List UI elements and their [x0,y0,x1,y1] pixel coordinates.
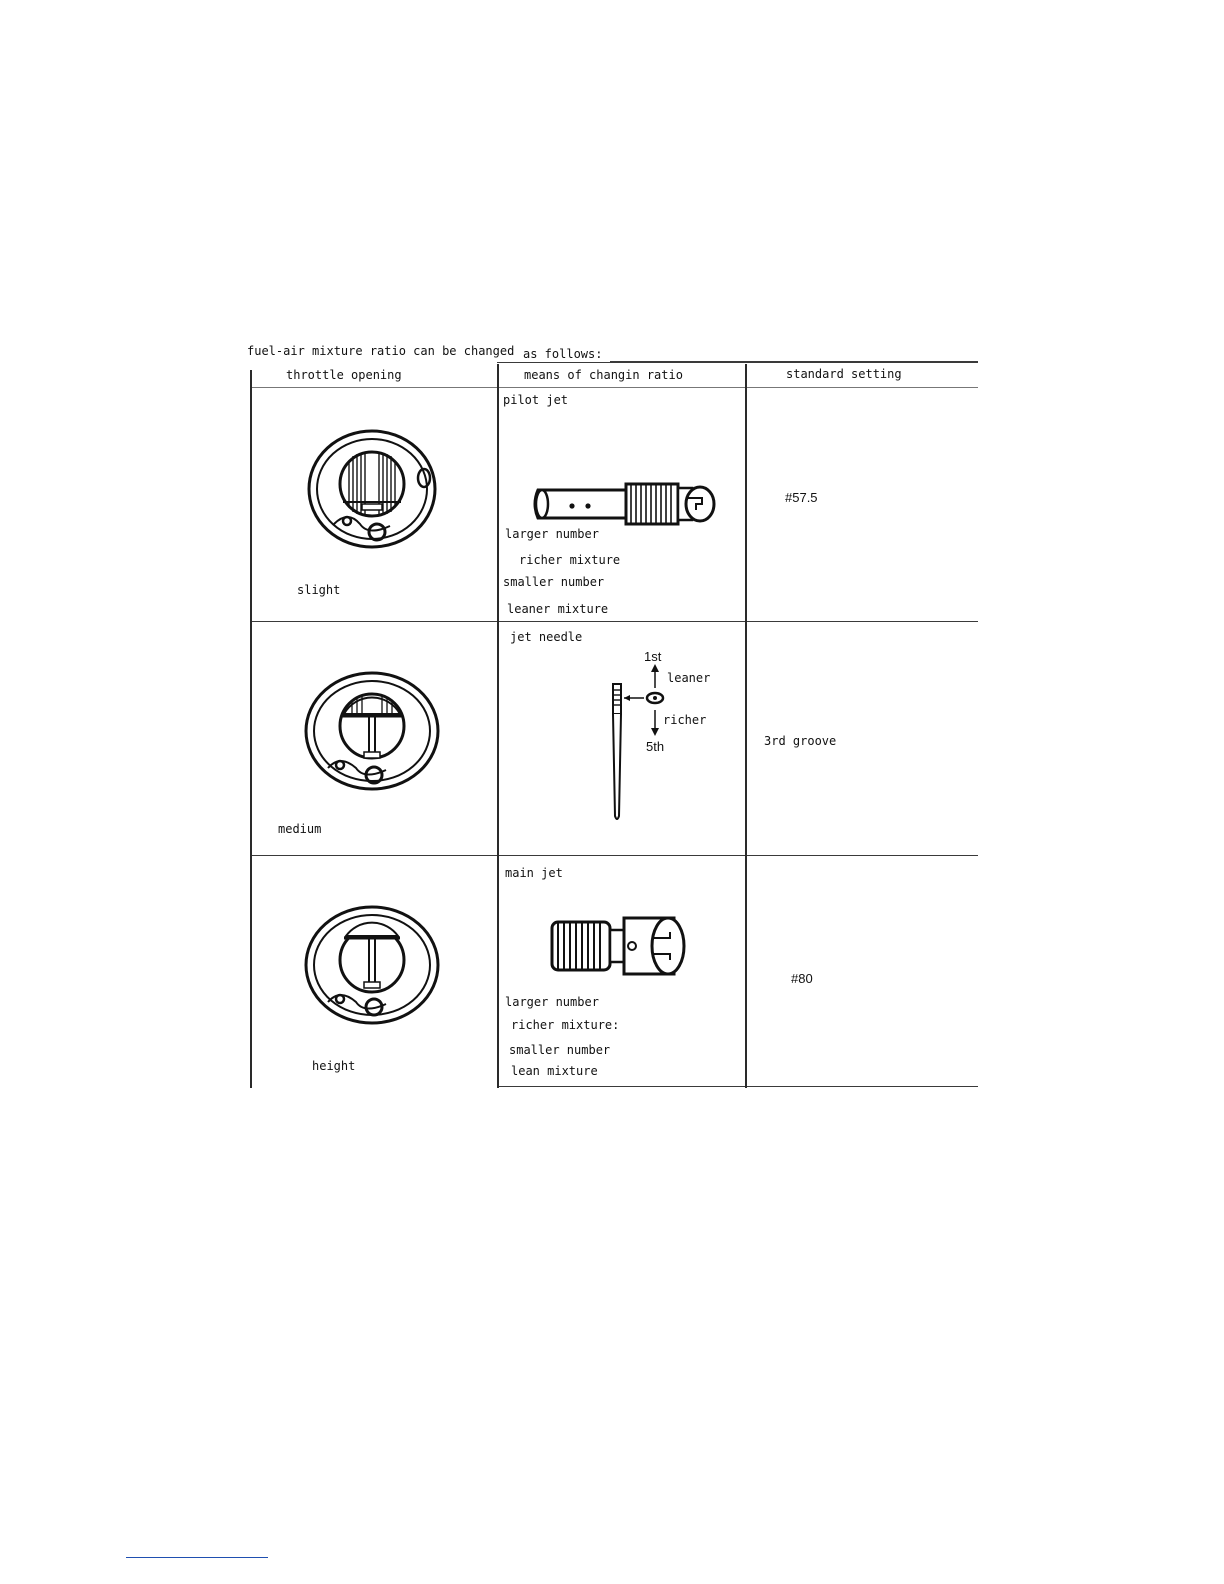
column-divider-2 [745,364,747,1088]
main-jet-icon [546,912,696,982]
pilot-jet-title: pilot jet [503,393,569,407]
needle-down-label: richer [663,713,707,727]
throttle-label-height: height [312,1059,356,1073]
pilot-jet-icon [530,478,720,530]
pilot-jet-line-2: richer mixture [519,553,621,567]
needle-top-label: 1st [644,649,662,664]
intro-text-continued: as follows: [523,347,603,361]
needle-up-label: leaner [667,671,711,685]
main-jet-title: main jet [505,866,563,880]
table-bottom-border [497,1086,978,1087]
main-jet-setting: #80 [791,971,813,986]
header-divider [251,387,978,388]
main-jet-line-2: richer mixture: [511,1018,620,1032]
footnote-separator [126,1557,268,1558]
row-divider-2 [251,855,978,856]
column-divider-1 [497,364,499,1088]
jet-needle-setting: 3rd groove [764,734,837,748]
header-throttle-opening: throttle opening [286,368,402,382]
main-jet-line-3: smaller number [509,1043,611,1057]
pilot-jet-line-4: leaner mixture [507,602,609,616]
throttle-height-diagram [300,904,448,1028]
pilot-jet-line-3: smaller number [503,575,605,589]
throttle-medium-diagram [300,670,448,794]
main-jet-line-1: larger number [505,995,599,1009]
table-left-border [250,370,252,1088]
throttle-slight-diagram [300,428,448,552]
throttle-label-slight: slight [297,583,341,597]
table-top-border [497,362,978,363]
throttle-label-medium: medium [278,822,322,836]
pilot-jet-line-1: larger number [505,527,599,541]
main-jet-line-4: lean mixture [511,1064,598,1078]
header-means: means of changin ratio [524,368,683,382]
row-divider-1 [251,621,978,622]
pilot-jet-setting: #57.5 [785,490,818,505]
jet-needle-title: jet needle [510,630,583,644]
needle-bottom-label: 5th [646,739,665,754]
intro-text: fuel-air mixture ratio can be changed [247,344,515,358]
header-standard-setting: standard setting [786,367,902,381]
